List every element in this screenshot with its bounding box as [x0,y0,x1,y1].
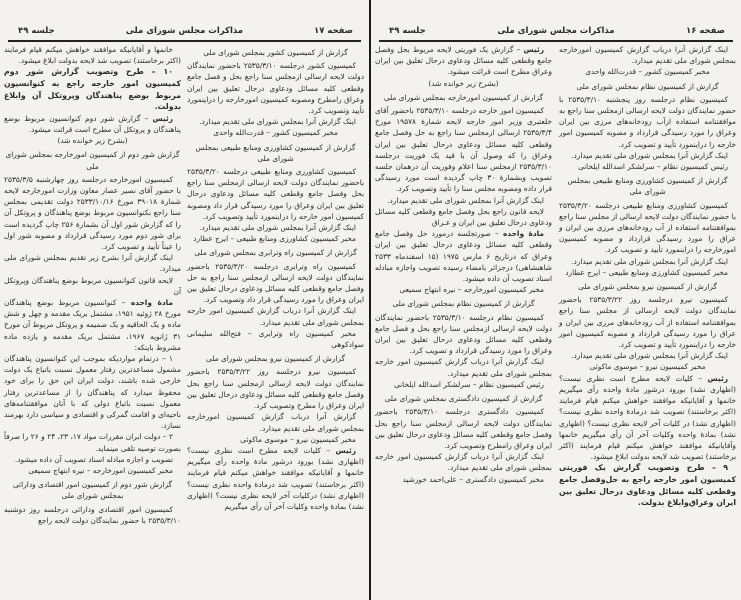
paragraph-text: کمیسیون نظام درجلسه روز پنجشنبه ۲۵۳۵/۳/۱۰ با حضور نمایندگان دولت لایحه ارسالی ازمجلس سنا راجع به موافقتنامه استفاده ازآب رودخانه‌های مرزی بین ایران وعراق را مورد رسیدگی قرارداد و مصوبه کمیسیون امور خارجه را دراینمورد تأیید و تصویب کرد. [559,94,736,149]
paragraph [559,294,736,350]
speaker-label: رئیس [335,445,356,455]
paragraph [187,222,364,233]
section-heading [187,47,364,58]
paragraph-text: گزارش آنرا درباب گزارش کمیسیون امورخارجه بمجلس شورای ملی تقدیم میدارد. [187,412,364,433]
paragraph [375,78,552,89]
paragraph-text: کمیسیون نیرو درجلسه روز ۲۵۳۵/۳/۲۲ باحضور نمایندگان دولت لایحه ارسالی ازمجلس سنا راجع بحل وفصل جامع وقطعی کلیه مسائل ودعاوی درحال تعلیق بین ایران وعراق را مطرح وتصویب کرد. [187,367,364,411]
paragraph-text: کمیسیون کشاورزی ومنابع طبیعی درجلسه ۲۵۳۵/۳/۲۰ باحضور نمایندگان دولت لایحه ارسالی ازمجلس سنا راجع بحل وفصل جامع وقطعی کلیه مسائل ودعاوی درحال تعلیق بین ایران وعراق را مورد رسیدگی قرار داد ومصوبه کمیسیون امور خارجه را دراینمورد تأیید وتصویب کرد. [187,167,364,221]
paragraph-text: خانمها و آقایانیکه موافقند خواهش میکنم قیام فرمایند (اکثر برخاستند) تصویب شد لایحه بدولت ابلاغ میشود. [4,45,181,66]
paragraph [187,127,364,138]
paragraph [4,275,181,297]
paragraph [375,312,552,357]
paragraph-text: مخبر کمیسیون کشاورزی ومنابع طبیعی – ایرج عطارد [193,234,356,244]
paragraph-text: گزارش از کمیسیون کشاورزی ومنابع طبیعی بمجلس شورای ملی [195,142,356,163]
page-number: صفحه ۱۶ [686,26,725,36]
page-header [8,26,361,42]
paragraph-text: مخبر کمیسیون امورخارجه – نیره ابتهاج سمیعی [28,466,173,476]
paragraph-text: اینک گزارش آنرا بمجلس شورای ملی تقدیم میدارد. [571,256,728,266]
paragraph [559,150,736,161]
paragraph [375,195,552,206]
left-page [0,0,369,600]
paragraph-text: مخبر کمیسیون راه وترابری – فتح‌الله سلیمانی سوادکوهی [187,328,364,350]
paragraph [4,353,181,431]
page-header [379,26,733,42]
paragraph-text: گزارش از کمیسیون امورخارجه بمجلس شورای ملی [383,92,544,102]
paragraph [187,328,364,350]
paragraph-text: لایحه قانون راجع بحل وفصل جامع وقطعی کلیه مسائل ودعاوی درحال تعلیق بین ایران و عـراق [375,206,552,228]
paragraph-text: گزارش از کمیسیون دادگستری بمجلس شورای ملی [384,394,543,404]
paragraph-text: کمیسیون نیرو درجلسه روز ۲۵۳۵/۳/۲۲ باحضور نمایندگان دولت لایحه ارسالی از مجلس سنا راجع بموافقتنامه استفاده از آب رودخانه‌های مرزی بین ایران و عراق را مورد رسیدگی قرارداد و مصوبه کمیسیون امور خارجه را دراینمورد تأیید و تصویب کرد. [559,295,736,350]
section-heading [559,81,736,92]
publication-title: مذاکرات مجلس شورای ملی [125,26,244,36]
agenda-item-heading [559,462,736,508]
paragraph-text: اینک گزارش آنرا بمجلس شورای ملی تقدیم میدارد. [571,150,728,160]
paragraph [187,233,364,244]
paragraph [375,284,552,295]
paragraph-text: کمیسیون کشاورزی ومنابع طبیعی درجلسه ۲۵۳۵/۳/۲۰ با حضور نمایندگان دولت لایحه ارسالی از مجلس سنا راجع بموافقتنامه استفاده از آب رودخانه‌های مرزی بین ایران و عراق را مورد رسیدگی قرارداد و مصوبه کمیسیون امورخارجه را دراینمورد تأیید و تصویب کرد. [559,200,736,255]
paragraph [559,256,736,267]
speaker-label: رئیس [152,113,173,123]
paragraph-text: کمیسیون دادگستری درجلسه ۲۵۳۵/۳/۱۰ باحضور نمایندگان دولت لایحه ارسالی ازمجلس سنا راجع بحل وفصل جامع وقطعی کلیه مسائل ودعاوی درحال تعلیق بین ایران وعراق رامطرح وتصویب کرد. [375,407,552,450]
agenda-item-heading [4,66,181,112]
paragraph-text: گزارش شور دوم از کمیسیون امور اقتصادی ودارائی بمجلس شورای ملی [12,480,173,501]
paragraph [559,44,736,66]
paragraph-text: گزارش از کمیسیون نظام بمجلس شورای ملی [576,81,719,91]
paragraph-text: رئیس کمیسیون نظام – سرلشکر اسدالله ایلخانی [577,162,728,172]
paragraph [559,94,736,150]
paragraph-text: کمیسیون راه وترابری درجلسه ۲۵۳۵/۳/۲۰ باحضور نمایندگان دولت لایحه ارسالی ازمجلس سنا راجع به حل وفصل جامع وقطعی کلیه مسائل ودعاوی درحال تعلیق بین ایران وعراق را مورد رسیدگی قرار داد وتصویب کرد. [187,261,364,305]
paragraph [4,174,181,252]
paragraph [375,406,552,451]
paragraph-text: – کنوانسیون مربوط بوضع پناهندگان مورخ ۲۸ ژوئیه ۱۹۵۱، مشتمل بریک مقدمه و چهل و شش ماده و یک الحاقیه و یک ضمیمه و پروتکل مربوط آن مورخ ۳۱ ژانویه ۱۹۶۷، مشتمل بریک مقدمه و یازده ماده مشروط باینکه: [4,298,182,352]
paragraph-text: کمیسیون کشور درجلسه ۲۵۳۵/۳/۱۰ باحضور نمایندگان دولت لایحه ارسالی ازمجلس سنا راجع بحل و فصل جامع وقطعی کلیه مسائل ودعاوی درحال تعلیق بین ایران وعراق رامطرح ومصوبه کمیسیون امورخارجه را دراینمورد تأیید وتصویب کرد. [187,61,364,116]
paragraph-text: مخبر کمیسیون دادگستری – علی‌احمد خورشید [402,474,544,484]
section-heading [4,479,181,501]
paragraph-text: گزارش از کمیسیون راه وترابری بمجلس شورای ملی [194,248,357,258]
section-heading [187,353,364,364]
section-heading [187,247,364,258]
paragraph-text: اینک گزارش آنرا بمجلس شورای ملی تقدیم میدارد. [199,117,356,127]
paragraph-text: – صورتجلسه درمورد حل وفصل جامع وقطعی کلیه مسائل ودعاوی درحال تعلیق بین ایران وعراق که درتاریخ ۶ مارس ۱۹۷۵ (۱۵ اسفندماه ۲۵۳۳ شاهنشاهی) درجزائر بامضاء رسیده تصویب واجازه مبادله اسناد تصویب آن داده میشود. [375,229,552,284]
paragraph-text: مخبر کمیسیون امورخارجه – نیره ابتهاج سمیعی [399,285,544,295]
paragraph-text: رئیس کمیسیون نظام – سرلشکر اسدالله ایلخانی [393,379,544,389]
paragraph [559,373,736,463]
paragraph [4,504,181,526]
paragraph-text: اینک گزارش آنرا بمجلس شورای ملی تقدیم میدارد. [571,351,728,361]
paragraph-text: ۲ – دولت ایران مقررات مواد ۱۷، ۲۳، ۲۴ و ۲۶ را صرفاً بصورت توصیه تلقی مینماید. [4,432,181,453]
paragraph [4,44,181,66]
section-heading [559,281,736,292]
paragraph-text: اینک گزارش آنرا درباب گزارش کمیسیون امور خارجه بمجلس شورای ملی تقدیم میدارد. [375,357,552,378]
paragraph [375,228,552,284]
paragraph [375,44,552,78]
paragraph [4,297,181,353]
paragraph-text: کمیسیون امورخارجه درجلسه روز چهارشنبه ۲۵۳۵/۳/۵ با حضور آقای نصیر عصار معاون وزارت امورخارجه لایحه شمارهٔ ۳۹۰۱۸ مورخ ۲۵۳۳/۱۰/۱۶ دولت تقدیمی بمجلس سنا راجع بکنوانسیون مربوط بوضع پناهندگان و پروتکل آن را که گزارش شور اول آن بشمارهٔ ۲۵۶ چاپ گردیده است برای شور دوم مورد رسیدگی قرارداد و مصوبه شور اول را عیناً تأیید و تصویب کرد. [4,174,181,252]
paragraph-text: گزارش از کمیسیون کشاورزی ومنابع طبیعی بمجلس شورای ملی [567,176,728,197]
paragraph [187,434,364,445]
paragraph-text: (بشرح زیر خوانده شد) [57,136,128,146]
paragraph-text: – کلیات لایحه مطرح است نظری نیست؟ (اظهاری نشد) بورود درشور مادهٔ واحده رأی میگیریم خانمها و آقایانیکه موافقند خواهش میکنم قیام فرمایند (اکثر برخاستند) تصویب شد درمادهٔ واحده نظری نیست؟ (اظهاری نشد) در کلیات آخر لایحه نظری نیست؟ (اظهاری نشد) بمادهٔ واحده وکلیات آخر آن رأی میگیریم خانمها وآقایانیکه موافقند خواهش میکنم قیام فرمایند (اکثر برخاستند) تصویب شد لایحه بدولت ابلاغ میشود. [559,373,736,462]
paragraph-text: لایحه قانون کنوانسیون مربوط بوضع پناهندگان وپروتکل آن [4,275,181,296]
paragraph-text: مخبر کمیسیون نیرو – موسوی ماکوئی [589,362,706,372]
publication-title: مذاکرات مجلس شورای ملی [497,26,615,36]
section-heading [375,298,552,309]
text-column [187,44,364,512]
speaker-label: رئیس [707,373,728,383]
paragraph [375,356,552,378]
paragraph [375,105,552,195]
paragraph [4,465,181,476]
paragraph-text: – کلیات لایحه مطرح است نظری نیست؟ (اظهاری نشد) بورود درشور مادهٔ واحده رأی میگیریم خانمها و آقایانیکه موافقند خواهش میکنم قیام فرمایند (اکثر برخاستند) تصویب شد درمادهٔ واحده نظری نیست؟ (اظهاری نشد) درکلیات آخر لایحه نظری نیست؟ (اظهاری نشد) بمادهٔ واحده وکلیات آخر آن رأی میگیریم [187,445,364,511]
paragraph [559,267,736,278]
paragraph [4,431,181,453]
paragraph-text: اینک گزارش آنرا بشرح زیر تقدیم بمجلس شورای ملی میدارد. [4,253,181,274]
section-heading [559,175,736,197]
paragraph-text: اینک گزارش آنرا بمجلس شورای ملی تقدیم میدارد. [199,223,356,233]
paragraph-text: اینک گزارش آنرا درباب گزارش کمیسیون امور خارجه بمجلس شورای ملی تقدیم میدارد. [187,306,364,327]
section-heading [375,393,552,404]
text-column [559,44,736,509]
session-number: جلسه ۴۹ [18,26,55,36]
paragraph [559,350,736,361]
paragraph [375,206,552,228]
paragraph-text: گزارش شور دوم از کمیسیون امورخارجه بمجلس شورای ملی [5,150,180,171]
text-column [375,44,552,485]
paragraph [187,166,364,222]
paragraph-text: ۱۰ – طرح وتصویب گزارش شور دوم کمیسیون امور خارجه راجع به کنوانسیون مربوط بوضع پناهندگان وپروتکل آن وابلاغ بدولت. [4,67,181,112]
right-page [371,0,741,600]
paragraph [375,474,552,485]
speaker-label: مادهٔ واحده [502,229,544,239]
paragraph-text: کمیسیون امور خارجه درجلسه ۲۵۳۵/۳/۱۰ باحضور آقای خلعتبری وزیر امور خارجه لایحه شمارهٔ ۱۹۵۷۸ مورخ ۲۵۳۵/۳/۴ ارسالی ازمجلس سنا راجع به حل وفصل جامع وقطعی کلیه مسائل ودعاوی درحال تعلیق بین ایران وعراق را که وصول آن با قید یک فوریت درجلسه ۲۵۳۵/۳/۱۰ ازمجلس سنا اعلام وفوریت آن درهمان جلسه تصویب وبشمارهٔ ۳۰ چاپ گردیده است مورد رسیدگی قرار داده ومصوبه مجلس سنا را تأیید وتصویب کرد. [375,106,552,194]
paragraph-text: مخبر کمیسیون کشور – قدرت‌الله واحدی [213,128,338,138]
paragraph [375,451,552,473]
paragraph [375,379,552,390]
paragraph-text: – گزارش شور دوم کنوانسیون مربوط بوضع پناهندگان و پروتکل آن مطرح است قرائت میشود. [4,113,181,134]
paragraph-text: گزارش از کمیسیون کشور بمجلس شورای ملی [203,48,348,57]
section-heading [4,149,181,171]
speaker-label: رئیس [523,45,544,54]
paragraph [187,411,364,433]
paragraph-text: ۹ – طرح وتصویب گزارش یک فوریتی کمیسیون امور خارجه راجع به حل‌وفصل جامع وقطعی کلیه مسائل ودعاوی درحال تعلیق بین ایران وعراق‌وابلاغ بدولت. [559,463,736,508]
paragraph [187,60,364,116]
section-heading [187,142,364,164]
paragraph [187,445,364,512]
paragraph-text: گزارش از کمیسیون نیرو بمجلس شورای ملی [578,282,717,292]
paragraph [559,161,736,172]
paragraph [4,454,181,465]
paragraph-text: مخبر کمیسیون نیرو – موسوی ماکوئی [240,434,356,444]
text-column [4,44,181,526]
paragraph-text: تصویب و اجازه مبادله اسناد تصویب آن داده میشود. [14,454,173,464]
session-number: جلسه ۴۹ [389,26,426,36]
paragraph [4,252,181,274]
paragraph-text: اینک گزارش آنرا درباب گزارش کمیسیون امورخارجه بمجلس شورای ملی تقدیم میدارد. [559,45,736,66]
paragraph-text: گزارش از کمیسیون نظام بمجلس شورای ملی [392,299,535,309]
paragraph [187,261,364,306]
paragraph [559,66,736,77]
paragraph-text: مخبر کمیسیون کشاورزی ومنابع طبیعی – ایرج عطارد [565,267,728,277]
paragraph-text: اینک گزارش آنرا بمجلس شورای ملی تقدیم میدارد. [387,195,544,205]
paragraph-text: (بشرح زیر خوانده شد) [428,78,499,88]
page-number: صفحه ۱۷ [314,26,353,36]
paragraph-text: گزارش از کمیسیون نیرو بمجلس شورای ملی [206,354,345,364]
paragraph-text: کمیسیون امور اقتصادی ودارائی درجلسه روز دوشنبه ۲۵۳۵/۳/۱۰ با حضور نمایندگان دولت لایحه راجع [4,504,181,525]
paragraph [559,361,736,372]
paragraph [187,305,364,327]
paragraph [187,116,364,127]
paragraph-text: اینک گزارش آنرا درباب گزارش کمیسیون امور خارجه بمجلس شورای ملی تقدیم میدارد. [375,452,552,473]
section-heading [375,92,552,103]
paragraph-text: کمیسیون نظام درجلسه ۲۵۳۵/۳/۱۰ باحضور نمایندگان دولت لایحه ارسالی ازمجلس سنا راجع بحل و فصل جامع وقطعی کلیه مسائل ودعاوی درحال تعلیق بین ایران وعراق را مورد رسیدگی قرارداد و تصویب کرد. [375,312,552,356]
paragraph-text: – گزارش یک فوریتی لایحه مربوط بحل وفصل جامع وقطعی کلیه مسائل ودعاوی درحال تعلیق بین ایران وعراق مطرح است قرائت میشود. [375,45,552,77]
paragraph [4,113,181,135]
paragraph [4,135,181,146]
paragraph [187,366,364,411]
paragraph-text: مخبر کمیسیون کشور – قدرت‌الله واحدی [585,67,710,77]
paragraph [559,200,736,256]
speaker-label: مادهٔ واحده [130,298,174,308]
paragraph-text: ۱ – درتمام مواردیکه بموجب این کنوانسیون پناهندگان مشمول مساعدترین رفتار معمول نسبت باتباع یک دولت خارجی شده باشند، دولت ایران این حق را برای خود محفوظ میدارد که پناهندگان را از مساعدترین رفتار معمول نسبت باتباع دولی که با آنان موافقتنامه‌های ناحیه‌ای و اقامت گمرکی و اقتصادی و سیاسی دارد بهرمند نسازد. [4,354,181,431]
